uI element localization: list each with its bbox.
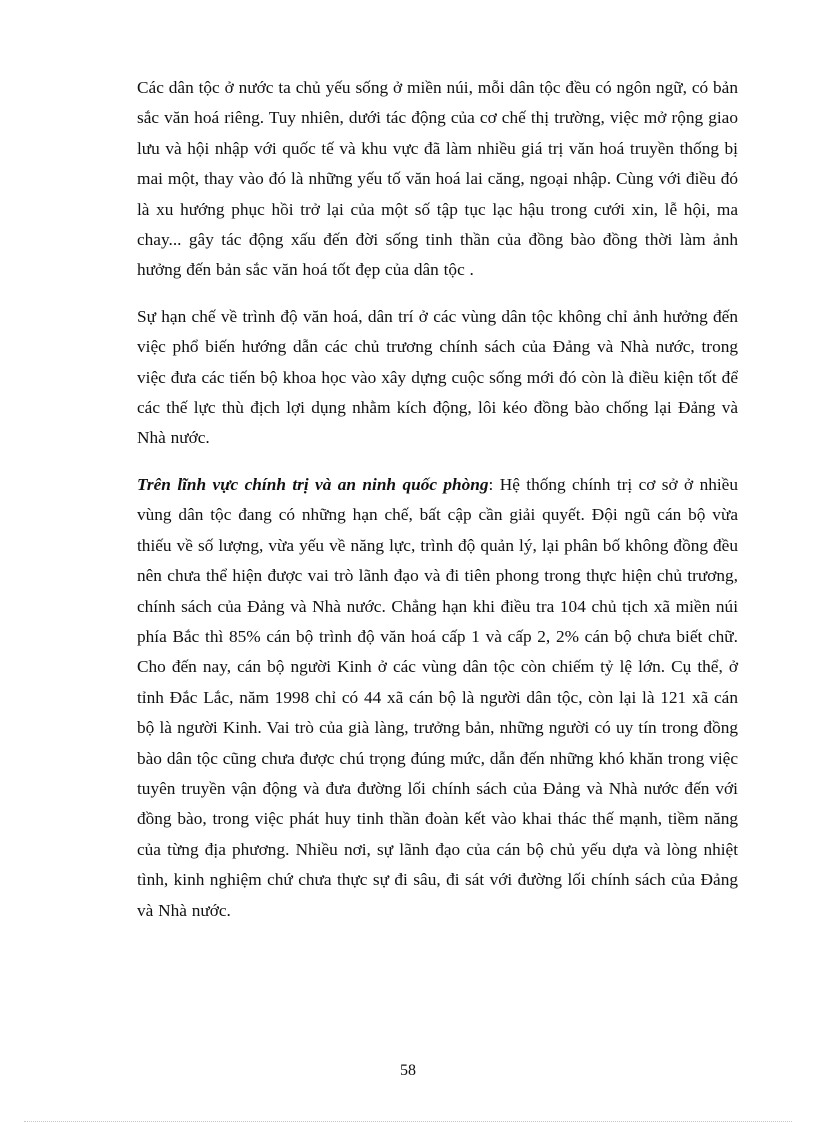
paragraph-text: Sự hạn chế về trình độ văn hoá, dân trí ở các vùng dân tộc không chỉ ảnh hưởng đến việc phổ biến hướng dẫn các chủ trương chính sách của Đảng và Nhà nước, trong việc đưa các tiến bộ khoa học vào xây dựng cuộc sống mới đó còn là điều kiện tốt để các thế lực thù địch lợi dụng nhằm kích động, lôi kéo đồng bào chống lại Đảng và Nhà nước. [137,306,738,448]
page-bottom-divider [24,1121,792,1122]
paragraph-text: Các dân tộc ở nước ta chủ yếu sống ở miền núi, mỗi dân tộc đều có ngôn ngữ, có bản sắc văn hoá riêng. Tuy nhiên, dưới tác động của cơ chế thị trường, việc mở rộng giao lưu và hội nhập với quốc tế và khu vực đã làm nhiều giá trị văn hoá truyền thống bị mai một, thay vào đó là những yếu tố văn hoá lai căng, ngoại nhập. Cùng với điều đó là xu hướng phục hồi trở lại của một số tập tục lạc hậu trong cưới xin, lễ hội, ma chay... gây tác động xấu đến đời sống tinh thần của đồng bào đồng thời làm ảnh hưởng đến bản sắc văn hoá tốt đẹp của dân tộc . [137,78,738,280]
paragraph-text: : Hệ thống chính trị cơ sở ở nhiều vùng dân tộc đang có những hạn chế, bất cập cần giải quyết. Đội ngũ cán bộ vừa thiếu về số lượng, vừa yếu về năng lực, trình độ quản lý, lại phân bố không đồng đều nên chưa thể hiện được vai trò lãnh đạo và đi tiên phong trong thực hiện chủ trương, chính sách của Đảng và Nhà nước. Chẳng hạn khi điều tra 104 chủ tịch xã miền núi phía Bắc thì 85% cán bộ trình độ văn hoá cấp 1 và cấp 2, 2% cán bộ chưa biết chữ. Cho đến nay, cán bộ người Kinh ở các vùng dân tộc còn chiếm tỷ lệ lớn. Cụ thể, ở tỉnh Đắc Lắc, năm 1998 chỉ có 44 xã cán bộ là người dân tộc, còn lại là 121 xã cán bộ là người Kinh. Vai trò của già làng, trưởng bản, những người có uy tín trong đồng bào dân tộc cũng chưa được chú trọng đúng mức, dẫn đến những khó khăn trong việc tuyên truyền vận động và đưa đường lối chính sách của Đảng và Nhà nước đến với đồng bào, trong việc phát huy tinh thần đoàn kết vào khai thác thế mạnh, tiềm năng của từng địa phương. Nhiều nơi, sự lãnh đạo của cán bộ chủ yếu dựa và lòng nhiệt tình, kinh nghiệm chứ chưa thực sự đi sâu, đi sát với đường lối chính sách của Đảng và Nhà nước. [137,474,738,920]
page-number: 58 [400,1062,416,1079]
paragraph-education-level [137,302,738,454]
paragraph-politics-security [137,470,738,926]
document-page-body [137,73,738,926]
paragraph-lead-heading: Trên lĩnh vực chính trị và an ninh quốc phòng [137,474,489,494]
paragraph-cultural-identity [137,73,738,286]
